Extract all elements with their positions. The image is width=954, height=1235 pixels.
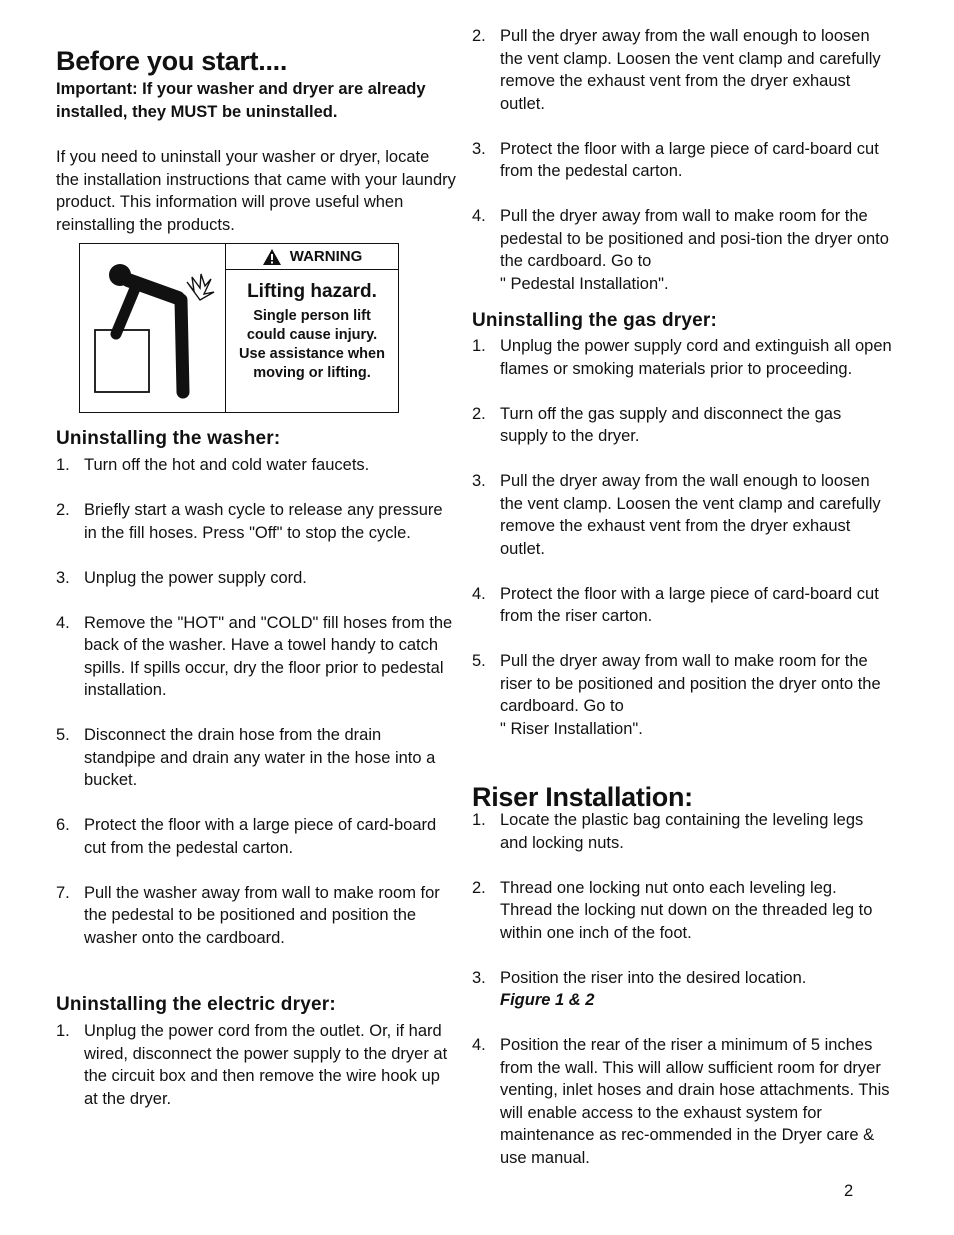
riser-steps [472,809,892,1169]
list-item: 4. Remove the "HOT" and "COLD" fill hoses from the back of the washer. Have a towel handy to catch spills. If spills occur, dry the floor prior to pedestal installation. [56,613,453,699]
list-item: 2. Thread one locking nut onto each leveling leg. Thread the locking nut down on the threaded leg to within one inch of the foot. [472,878,873,942]
warning-heading: Lifting hazard. [247,281,377,302]
list-item: 6. Protect the floor with a large piece of card-board cut from the pedestal carton. [56,816,437,857]
list-item: 1. Locate the plastic bag containing the leveling legs and locking nuts. [472,811,864,852]
electric-dryer-heading: Uninstalling the electric dryer: [56,994,336,1015]
gas-dryer-heading: Uninstalling the gas dryer: [472,310,718,331]
list-item: 2. Turn off the gas supply and disconnect the gas supply to the dryer. [472,404,842,445]
list-item: 5. Pull the dryer away from wall to make room for the riser to be positioned and position the dryer onto the cardboard. Go to " Riser Installation". [472,652,881,738]
gas-dryer-steps [472,335,892,740]
washer-section [56,428,456,949]
list-item: 5. Disconnect the drain hose from the drain standpipe and drain any water in the hose into a bucket. [56,726,436,789]
gas-dryer-section [472,310,892,740]
list-item: 3. Position the riser into the desired location. Figure 1 & 2 [472,968,807,1009]
warning-message: Single person lift could cause injury. Use assistance when moving or lifting. [239,308,385,381]
warning-box [79,243,399,413]
washer-steps [56,454,456,949]
warning-text-panel [226,244,398,412]
list-item: 4. Position the rear of the riser a minimum of 5 inches from the wall. This will allow sufficient room for dryer venting, inlet hoses and drain hose attachments. This will enable access to the exhaust system for maintenance as rec-ommended in the Dryer care & use manual. [472,1036,890,1167]
lifting-hazard-icon [80,244,226,412]
list-item: 4. Protect the floor with a large piece of card-board cut from the riser carton. [472,584,879,625]
electric-dryer-continued [472,25,892,295]
warning-header [226,244,398,270]
page-title: Before you start.... [56,46,288,76]
list-item: 2. Pull the dryer away from the wall enough to loosen the vent clamp. Loosen the vent clamp and carefully remove the exhaust vent from the dryer exhaust outlet. [472,27,881,113]
warning-triangle-icon [262,248,282,266]
list-item: 3. Pull the dryer away from the wall enough to loosen the vent clamp. Loosen the vent clamp and carefully remove the exhaust vent from the dryer exhaust outlet. [472,472,881,558]
important-note: Important: If your washer and dryer are already installed, they MUST be uninstalled. [56,80,426,121]
figure-reference: Figure 1 & 2 [500,991,595,1009]
list-item: 2. Briefly start a wash cycle to release any pressure in the fill hoses. Press "Off" to stop the cycle. [56,501,443,542]
list-item: 4. Pull the dryer away from wall to make room for the pedestal to be positioned and posi-tion the dryer onto the cardboard. Go to " Pedestal Installation". [472,207,889,293]
electric-dryer-steps-continued [472,25,892,295]
riser-section [472,782,892,1169]
intro-paragraph: If you need to uninstall your washer or dryer, locate the installation instructions that came with your laundry product. This information will prove useful when reinstalling the products. [56,148,456,234]
riser-title: Riser Installation: [472,782,693,812]
electric-dryer-section [56,994,456,1110]
electric-dryer-steps [56,1020,456,1110]
list-item: 7. Pull the washer away from wall to make room for the pedestal to be positioned and position the washer onto the cardboard. [56,883,440,947]
warning-label: WARNING [289,248,363,265]
list-item: 3. Unplug the power supply cord. [56,568,307,587]
page-number: 2 [844,1182,854,1200]
list-item: 1. Turn off the hot and cold water faucets. [56,456,370,474]
list-item: 1. Unplug the power cord from the outlet. Or, if hard wired, disconnect the power supply to the dryer at the circuit box and then remove the wire hook up at the dryer. [56,1022,448,1108]
list-item: 1. Unplug the power supply cord and extinguish all open flames or smoking materials prior to proceeding. [472,337,892,378]
list-item: 3. Protect the floor with a large piece of card-board cut from the pedestal carton. [472,139,879,180]
washer-heading: Uninstalling the washer: [56,428,281,449]
